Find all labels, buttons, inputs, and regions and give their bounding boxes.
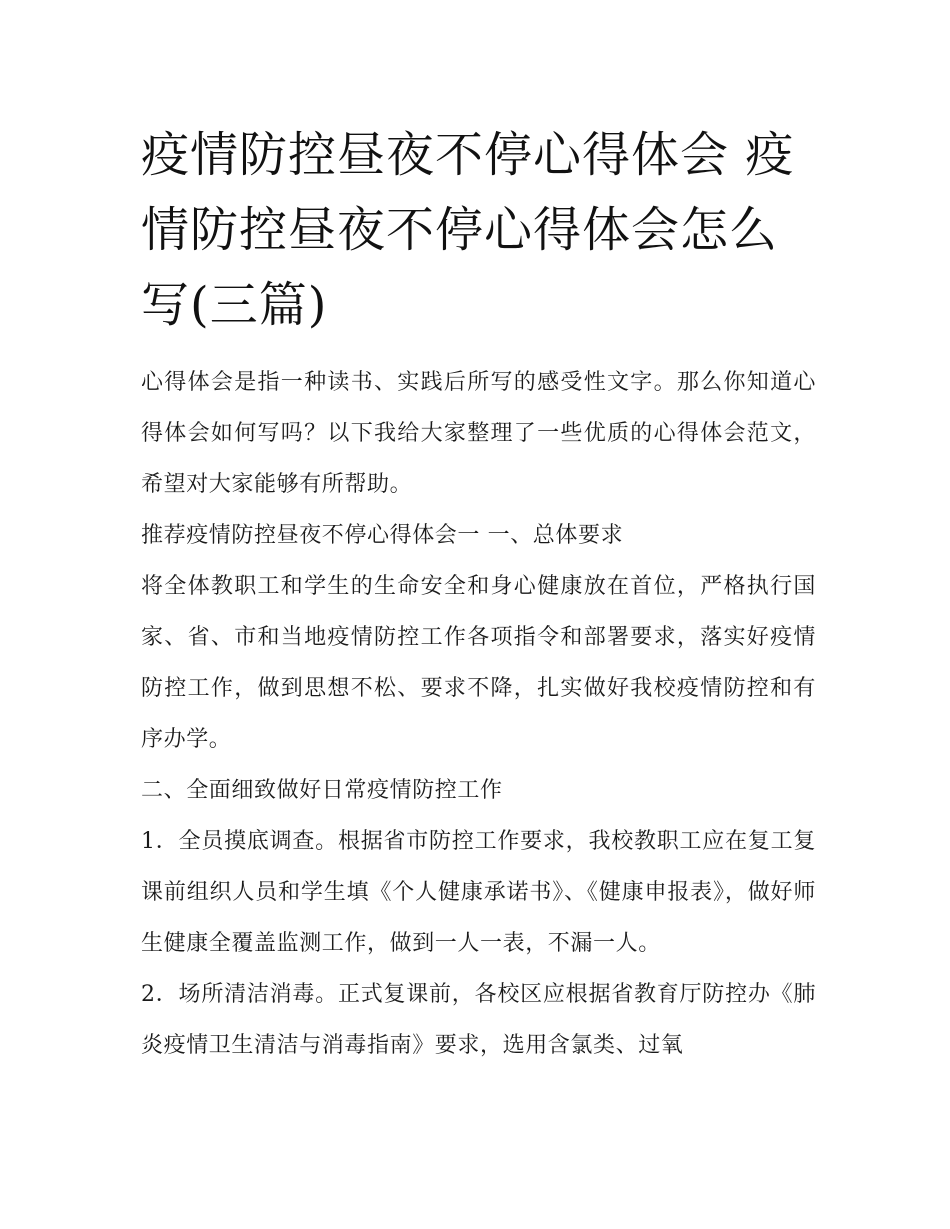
- document-title: 疫情防控昼夜不停心得体会 疫情防控昼夜不停心得体会怎么写(三篇): [141, 127, 795, 333]
- document-body: [141, 357, 816, 1071]
- section-heading-overall-requirements: 推荐疫情防控昼夜不停心得体会一 一、总体要求: [141, 523, 624, 548]
- document-page: [141, 118, 816, 1071]
- overall-requirements-paragraph: 将全体教职工和学生的生命安全和身心健康放在首位，严格执行国家、省、市和当地疫情防控工作各项指令和部署要求，落实好疫情防控工作，做到思想不松、要求不降，扎实做好我校疫情防控和有序办学。: [141, 574, 816, 752]
- intro-paragraph: 心得体会是指一种读书、实践后所写的感受性文字。那么你知道心得体会如何写吗？以下我给大家整理了一些优质的心得体会范文，希望对大家能够有所帮助。: [141, 370, 816, 497]
- section-heading-daily-prevention: 二、全面细致做好日常疫情防控工作: [141, 778, 503, 803]
- item-2-paragraph: 2．场所清洁消毒。正式复课前，各校区应根据省教育厅防控办《肺炎疫情卫生清洁与消毒指南》要求，选用含氯类、过氧: [141, 982, 816, 1058]
- item-1-paragraph: 1．全员摸底调查。根据省市防控工作要求，我校教职工应在复工复课前组织人员和学生填《个人健康承诺书》、《健康申报表》，做好师生健康全覆盖监测工作，做到一人一表，不漏一人。: [141, 829, 816, 956]
